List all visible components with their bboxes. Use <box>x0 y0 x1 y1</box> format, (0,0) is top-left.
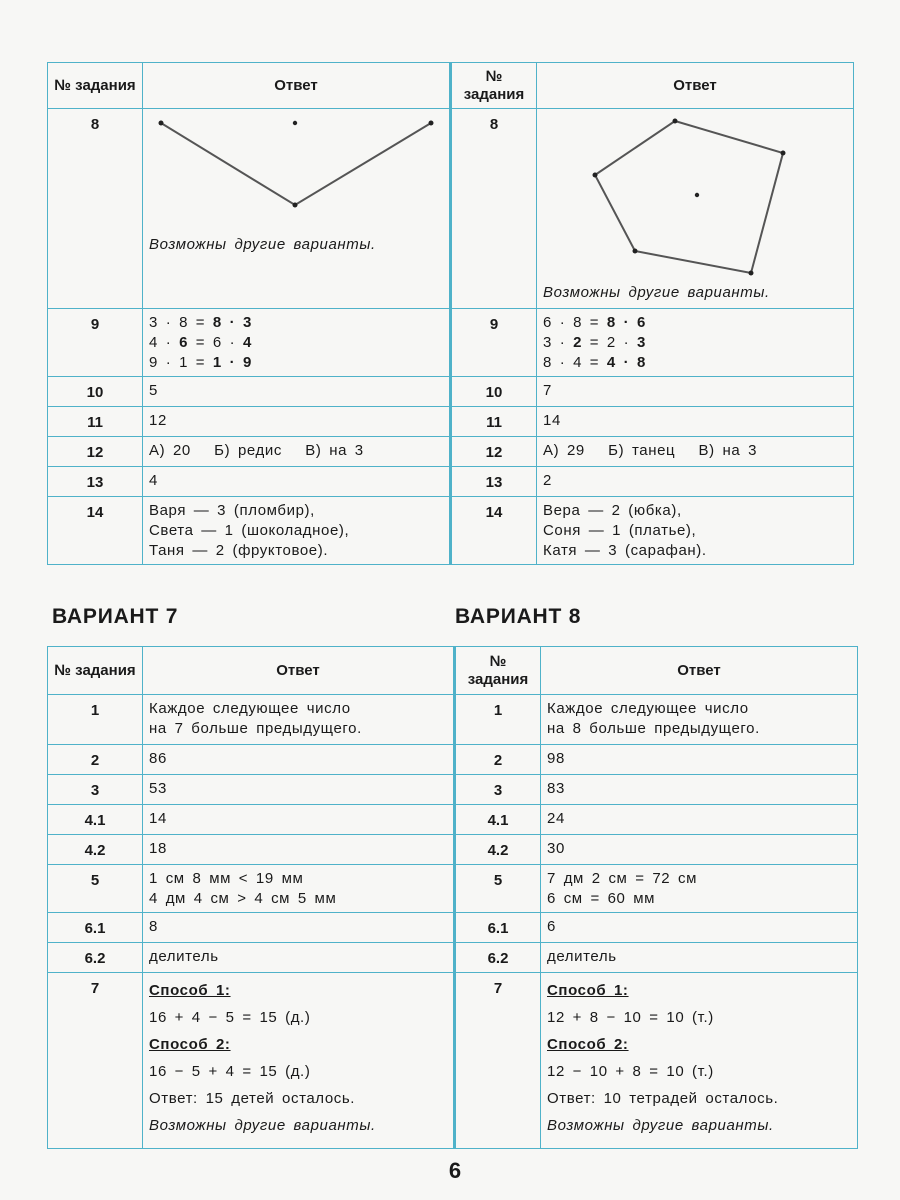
answer-line: 16 − 5 + 4 = 15 (д.) <box>149 1063 311 1080</box>
pentagon <box>595 121 783 273</box>
method-1-label: Способ 1: <box>547 982 629 999</box>
answer-cell: 83 <box>541 775 858 805</box>
answer-cell: 14 <box>537 407 854 437</box>
answer-cell: делитель <box>143 943 455 973</box>
table-row <box>48 835 858 865</box>
note-text: Возможны другие варианты. <box>149 1117 376 1134</box>
broken-line <box>161 123 431 205</box>
header-answer: Ответ <box>541 647 858 695</box>
answer-cell: 8 <box>143 913 455 943</box>
answer-cell: делитель <box>541 943 858 973</box>
answer-line: Света — 1 (шоколадное), <box>149 522 350 539</box>
answer-line: 6 · 8 = 8 · 6 <box>543 314 646 331</box>
header-answer: Ответ <box>143 647 455 695</box>
task-number: 13 <box>451 467 537 497</box>
note-text: Возможны другие варианты. <box>149 236 376 253</box>
task-number: 1 <box>48 695 143 745</box>
answer-cell: 5 <box>143 377 451 407</box>
figure-point <box>293 203 298 208</box>
table-row <box>48 497 854 565</box>
answer-cell: 18 <box>143 835 455 865</box>
task-number: 6.2 <box>455 943 541 973</box>
table-row <box>48 745 858 775</box>
figure-point <box>673 119 678 124</box>
note-text: Возможны другие варианты. <box>543 284 770 301</box>
answer-cell-figure <box>537 109 854 309</box>
task-number: 6.2 <box>48 943 143 973</box>
task-number: 14 <box>48 497 143 565</box>
answer-cell: 14 <box>143 805 455 835</box>
answer-cell <box>541 973 858 1149</box>
table-row <box>48 377 854 407</box>
answer-cell <box>143 865 455 913</box>
task-number: 9 <box>451 309 537 377</box>
task-number: 5 <box>455 865 541 913</box>
answer-cell <box>537 497 854 565</box>
table-row <box>48 865 858 913</box>
figure-point <box>781 151 786 156</box>
task-number: 12 <box>48 437 143 467</box>
answer-line: 7 дм 2 см = 72 см <box>547 870 698 887</box>
answer-line: 4 · 6 = 6 · 4 <box>149 334 252 351</box>
method-1-label: Способ 1: <box>149 982 231 999</box>
table-row <box>48 437 854 467</box>
answer-line: Катя — 3 (сарафан). <box>543 542 707 559</box>
table-row <box>48 775 858 805</box>
task-number: 8 <box>451 109 537 309</box>
answer-line: Вера — 2 (юбка), <box>543 502 682 519</box>
answers-table-top <box>47 62 854 565</box>
answer-line: на 7 больше предыдущего. <box>149 720 362 737</box>
task-number: 8 <box>48 109 143 309</box>
answer-cell: 24 <box>541 805 858 835</box>
header-task-number: № задания <box>48 647 143 695</box>
table-row <box>48 109 854 309</box>
figure-point <box>293 121 297 125</box>
figure-point <box>159 121 164 126</box>
task-number: 4.2 <box>455 835 541 865</box>
answer-line: Соня — 1 (платье), <box>543 522 697 539</box>
table-row <box>48 943 858 973</box>
task-number: 10 <box>451 377 537 407</box>
task-number: 4.1 <box>455 805 541 835</box>
answer-cell <box>143 973 455 1149</box>
task-number: 3 <box>48 775 143 805</box>
header-task-number: № задания <box>451 63 537 109</box>
table-header-row <box>48 63 854 109</box>
answer-line: 3 · 8 = 8 · 3 <box>149 314 252 331</box>
table-row <box>48 805 858 835</box>
answer-cell <box>541 865 858 913</box>
table-row <box>48 695 858 745</box>
answer-cell: 12 <box>143 407 451 437</box>
table-row <box>48 973 858 1149</box>
answer-cell: 86 <box>143 745 455 775</box>
table-row <box>48 309 854 377</box>
task-number: 2 <box>48 745 143 775</box>
task-number: 9 <box>48 309 143 377</box>
task-number: 4.1 <box>48 805 143 835</box>
answer-line: Таня — 2 (фруктовое). <box>149 542 329 559</box>
answer-cell: 4 <box>143 467 451 497</box>
task-number: 6.1 <box>48 913 143 943</box>
header-task-number: № задания <box>455 647 541 695</box>
answer-cell: 6 <box>541 913 858 943</box>
answer-line: 4 дм 4 см > 4 см 5 мм <box>149 890 337 907</box>
task-number: 5 <box>48 865 143 913</box>
answer-line: 16 + 4 − 5 = 15 (д.) <box>149 1009 311 1026</box>
task-number: 10 <box>48 377 143 407</box>
figure-point <box>695 193 699 197</box>
answer-cell: 53 <box>143 775 455 805</box>
answer-line: Каждое следующее число <box>149 700 351 717</box>
task-number: 3 <box>455 775 541 805</box>
task-number: 7 <box>48 973 143 1149</box>
answer-line: 3 · 2 = 2 · 3 <box>543 334 646 351</box>
answer-line: Ответ: 10 тетрадей осталось. <box>547 1090 779 1107</box>
task-number: 1 <box>455 695 541 745</box>
method-2-label: Способ 2: <box>547 1036 629 1053</box>
figure-point <box>593 173 598 178</box>
answer-cell: 98 <box>541 745 858 775</box>
task-number: 4.2 <box>48 835 143 865</box>
answer-cell <box>143 497 451 565</box>
task-number: 7 <box>455 973 541 1149</box>
figure-point <box>749 271 754 276</box>
answer-line: 12 − 10 + 8 = 10 (т.) <box>547 1063 714 1080</box>
answer-cell <box>143 309 451 377</box>
broken-line-figure <box>149 109 445 249</box>
task-number: 11 <box>48 407 143 437</box>
answer-cell <box>143 695 455 745</box>
answer-line: Ответ: 15 детей осталось. <box>149 1090 356 1107</box>
answer-line: Варя — 3 (пломбир), <box>149 502 315 519</box>
note-text: Возможны другие варианты. <box>547 1117 774 1134</box>
task-number: 11 <box>451 407 537 437</box>
figure-point <box>633 249 638 254</box>
page-number: 6 <box>448 1158 462 1183</box>
answers-table-variants-7-8 <box>47 646 858 1149</box>
header-answer: Ответ <box>143 63 451 109</box>
header-answer: Ответ <box>537 63 854 109</box>
task-number: 2 <box>455 745 541 775</box>
method-2-label: Способ 2: <box>149 1036 231 1053</box>
figure-point <box>429 121 434 126</box>
answer-cell: 30 <box>541 835 858 865</box>
pentagon-figure <box>543 109 847 283</box>
variant-8-title: ВАРИАНТ 8 <box>455 605 582 628</box>
answer-cell: А) 29 Б) танец В) на 3 <box>537 437 854 467</box>
task-number: 12 <box>451 437 537 467</box>
variant-7-title: ВАРИАНТ 7 <box>52 605 179 628</box>
answer-cell <box>541 695 858 745</box>
answer-cell-figure <box>143 109 451 309</box>
answer-line: 1 см 8 мм < 19 мм <box>149 870 304 887</box>
table-row <box>48 407 854 437</box>
answer-cell <box>537 309 854 377</box>
answer-line: 6 см = 60 мм <box>547 890 656 907</box>
answer-line: на 8 больше предыдущего. <box>547 720 760 737</box>
answer-cell: 7 <box>537 377 854 407</box>
answer-cell: 2 <box>537 467 854 497</box>
table-row <box>48 467 854 497</box>
task-number: 6.1 <box>455 913 541 943</box>
answer-line: 8 · 4 = 4 · 8 <box>543 354 646 371</box>
task-number: 13 <box>48 467 143 497</box>
task-number: 14 <box>451 497 537 565</box>
header-task-number: № задания <box>48 63 143 109</box>
table-row <box>48 913 858 943</box>
answer-line: 12 + 8 − 10 = 10 (т.) <box>547 1009 714 1026</box>
table-header-row <box>48 647 858 695</box>
answer-line: Каждое следующее число <box>547 700 749 717</box>
answer-cell: А) 20 Б) редис В) на 3 <box>143 437 451 467</box>
answer-line: 9 · 1 = 1 · 9 <box>149 354 252 371</box>
